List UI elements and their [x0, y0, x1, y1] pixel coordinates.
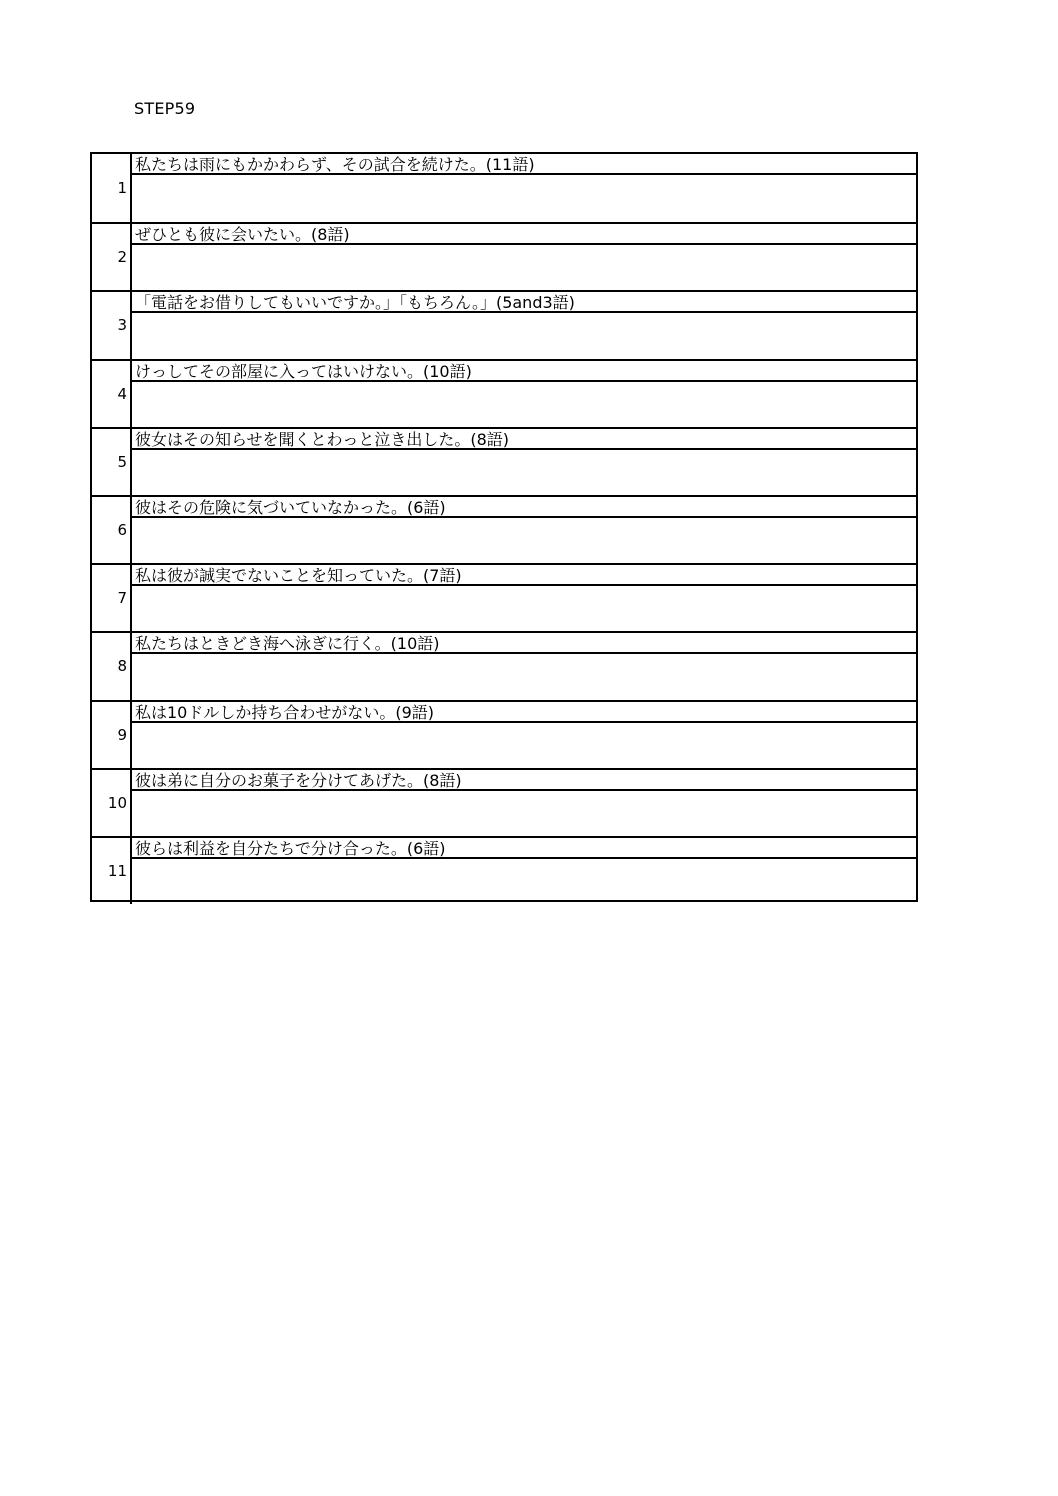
question-content: [132, 633, 916, 699]
question-content: [132, 565, 916, 631]
question-row-1: [92, 154, 916, 222]
question-content: [132, 497, 916, 563]
question-number: 1: [92, 154, 132, 222]
question-number: 8: [92, 633, 132, 699]
question-row-5: [92, 427, 916, 495]
answer-area[interactable]: [132, 791, 916, 836]
question-number: 3: [92, 292, 132, 358]
answer-area[interactable]: [132, 245, 916, 290]
question-number: 9: [92, 702, 132, 768]
answer-area[interactable]: [132, 450, 916, 495]
question-content: [132, 361, 916, 427]
question-number: 2: [92, 224, 132, 290]
question-number: 10: [92, 770, 132, 836]
answer-area[interactable]: [132, 175, 916, 222]
question-row-7: [92, 563, 916, 631]
question-prompt: 私は彼が誠実でないことを知っていた。(7語): [132, 565, 916, 586]
answer-area[interactable]: [132, 586, 916, 631]
question-content: [132, 770, 916, 836]
question-prompt: 彼女はその知らせを聞くとわっと泣き出した。(8語): [132, 429, 916, 450]
question-number: 6: [92, 497, 132, 563]
question-content: [132, 224, 916, 290]
question-content: [132, 154, 916, 222]
answer-area[interactable]: [132, 654, 916, 699]
question-prompt: 私は10ドルしか持ち合わせがない。(9語): [132, 702, 916, 723]
question-prompt: 彼は弟に自分のお菓子を分けてあげた。(8語): [132, 770, 916, 791]
question-number: 7: [92, 565, 132, 631]
question-prompt: 「電話をお借りしてもいいですか。」「もちろん。」(5and3語): [132, 292, 916, 313]
question-number: 5: [92, 429, 132, 495]
page-title: STEP59: [134, 99, 196, 118]
question-prompt: 私たちは雨にもかかわらず、その試合を続けた。(11語): [132, 154, 916, 175]
answer-area[interactable]: [132, 723, 916, 768]
question-row-2: [92, 222, 916, 290]
question-row-6: [92, 495, 916, 563]
question-prompt: けっしてその部屋に入ってはいけない。(10語): [132, 361, 916, 382]
question-content: [132, 702, 916, 768]
question-row-10: [92, 768, 916, 836]
question-number: 4: [92, 361, 132, 427]
worksheet-table: [90, 152, 918, 902]
answer-area[interactable]: [132, 382, 916, 427]
question-prompt: ぜひとも彼に会いたい。(8語): [132, 224, 916, 245]
question-prompt: 私たちはときどき海へ泳ぎに行く。(10語): [132, 633, 916, 654]
question-number: 11: [92, 838, 132, 904]
question-prompt: 彼らは利益を自分たちで分け合った。(6語): [132, 838, 916, 859]
question-prompt: 彼はその危険に気づいていなかった。(6語): [132, 497, 916, 518]
answer-area[interactable]: [132, 313, 916, 358]
question-content: [132, 429, 916, 495]
answer-area[interactable]: [132, 518, 916, 563]
question-content: [132, 838, 916, 904]
question-row-11: [92, 836, 916, 904]
question-row-9: [92, 700, 916, 768]
question-row-8: [92, 631, 916, 699]
answer-area[interactable]: [132, 859, 916, 904]
question-row-4: [92, 359, 916, 427]
question-row-3: [92, 290, 916, 358]
question-content: [132, 292, 916, 358]
